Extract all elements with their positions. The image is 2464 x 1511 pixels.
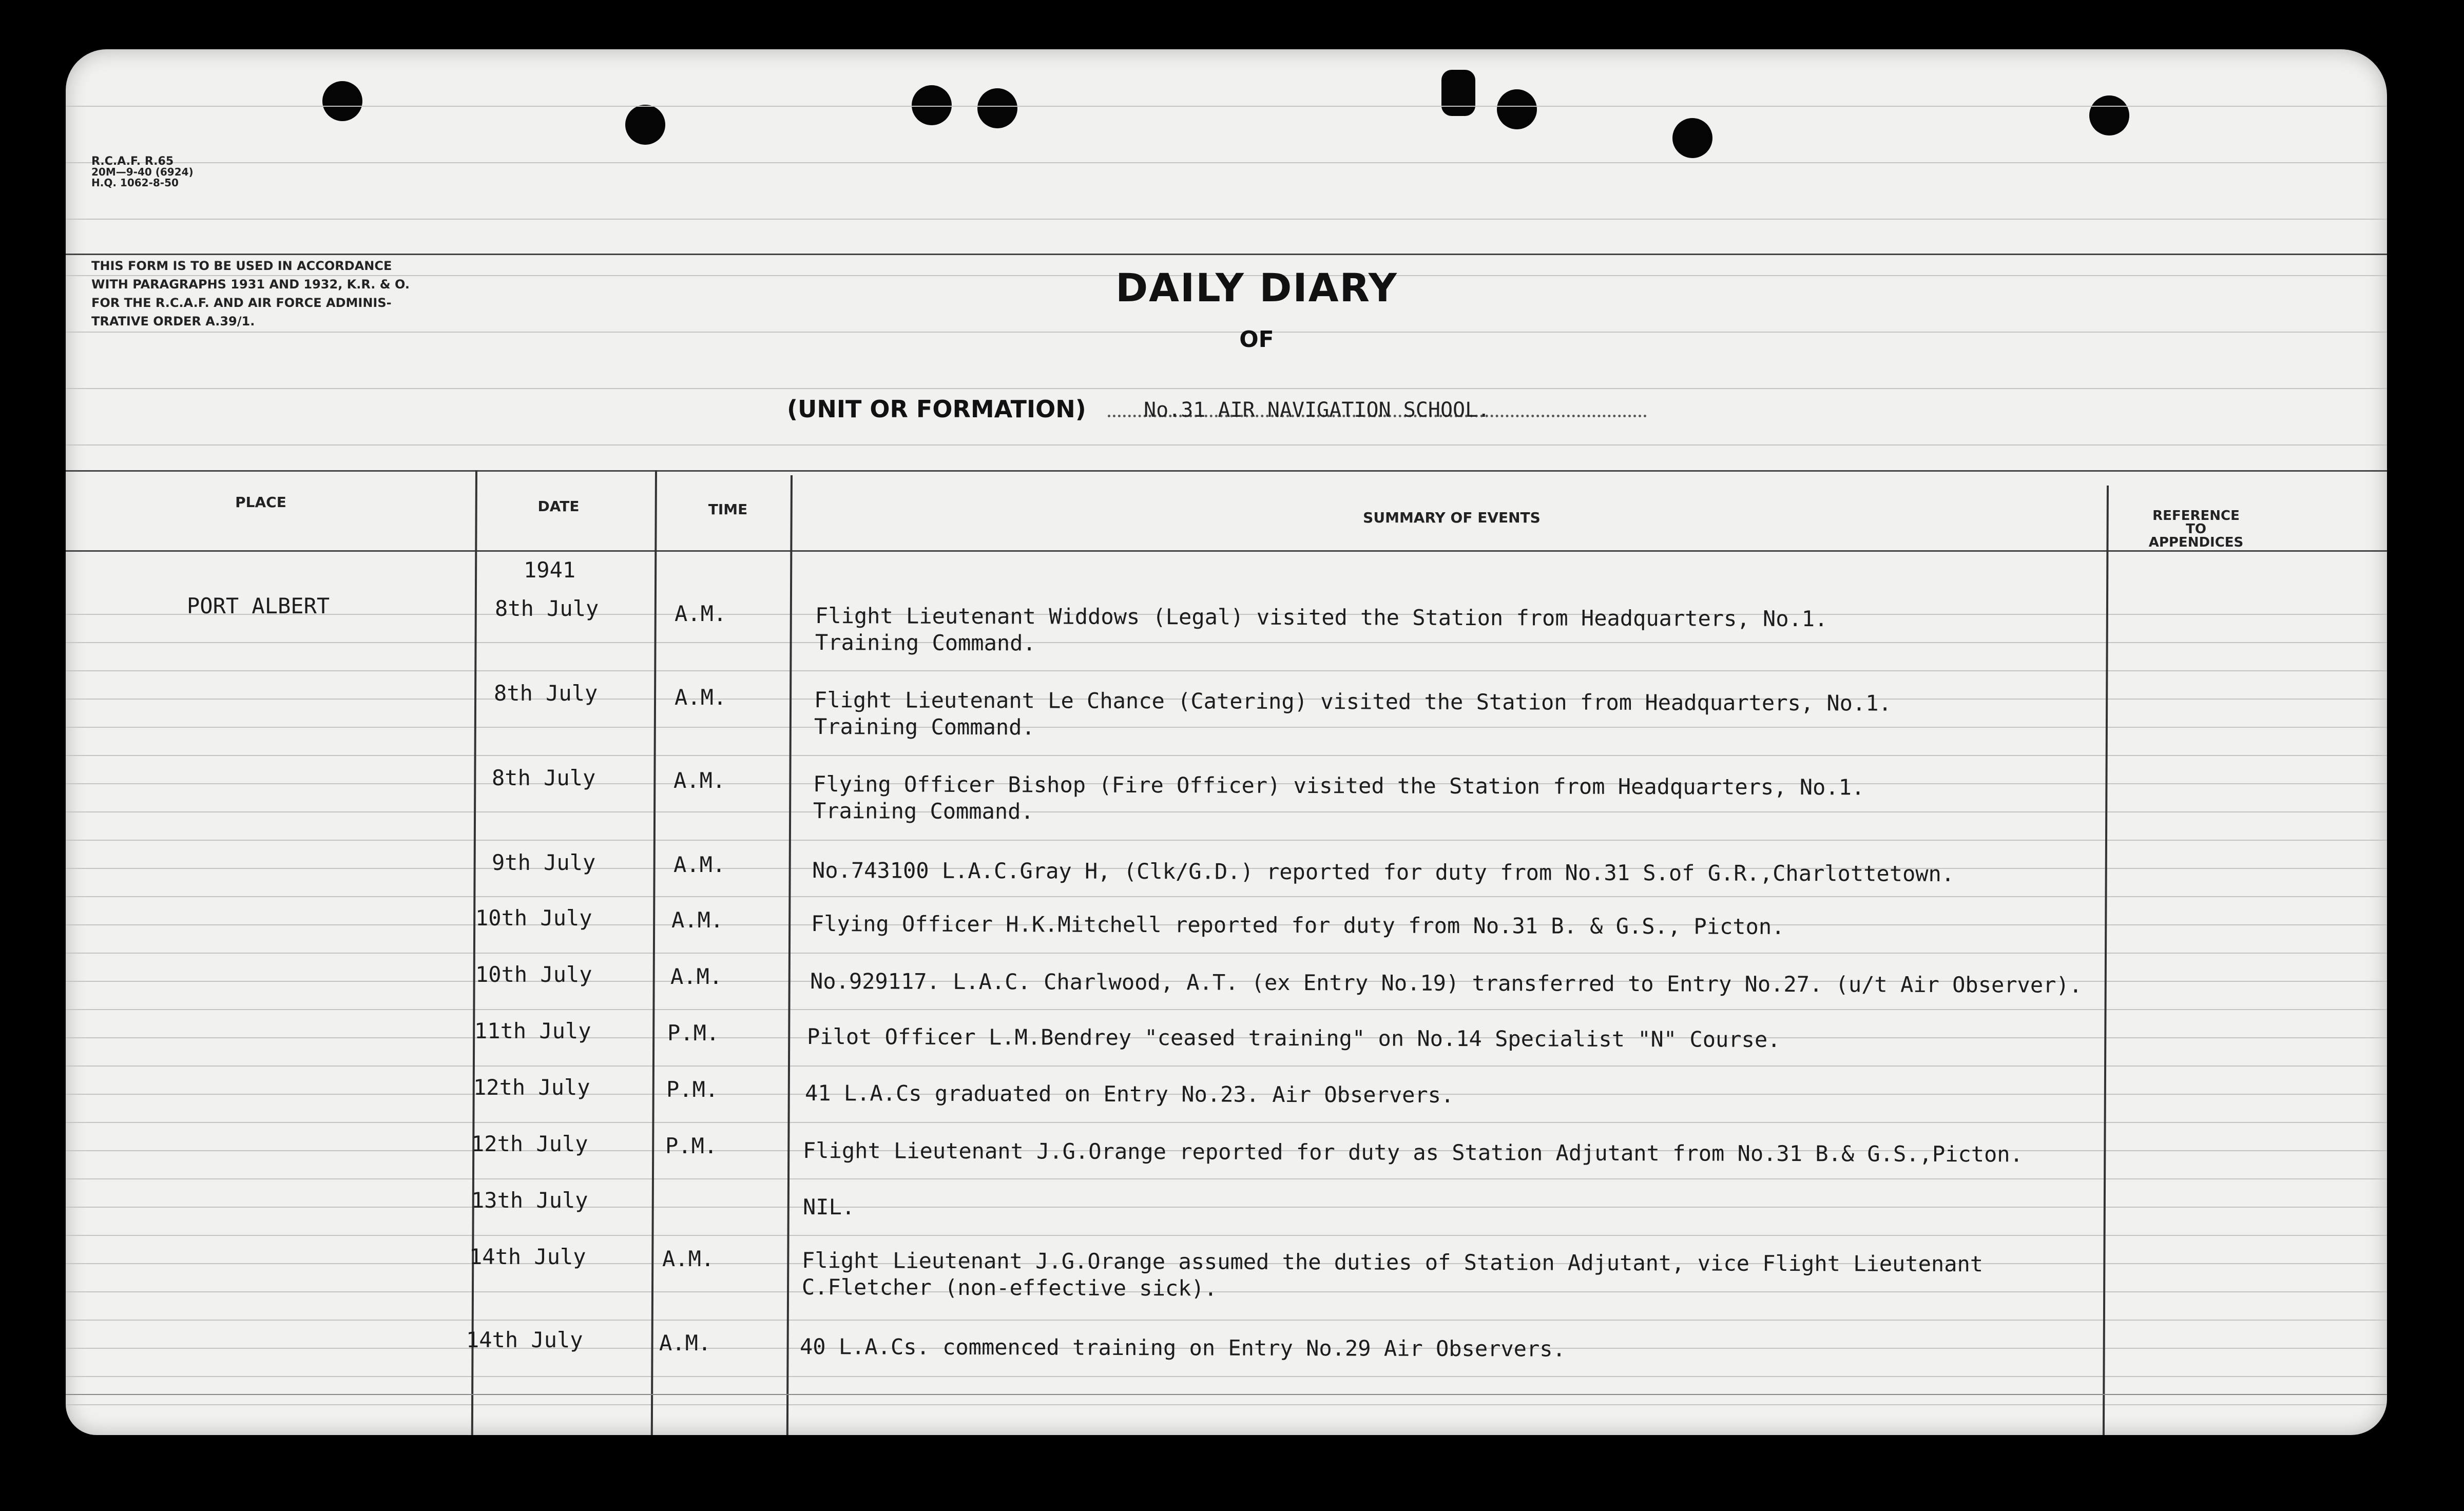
entry-summary: 40 L.A.Cs. commenced training on Entry No.29 Air Observers. bbox=[799, 1334, 1566, 1362]
punch-hole bbox=[2089, 95, 2129, 135]
column-divider bbox=[2103, 486, 2109, 1435]
unit-label: (UNIT OR FORMATION) bbox=[787, 395, 1086, 423]
entry-date: 8th July bbox=[494, 681, 598, 706]
entry-time: A.M. bbox=[673, 852, 726, 877]
entry-date: 8th July bbox=[492, 765, 596, 790]
year: 1941 bbox=[524, 557, 576, 583]
entry-summary: Flying Officer Bishop (Fire Officer) visited the Station from Headquarters, No.1. Training Command. bbox=[813, 771, 1865, 824]
entry-time: P.M. bbox=[666, 1077, 719, 1102]
form-code-line: H.Q. 1062-8-50 bbox=[91, 177, 179, 189]
title-of: OF bbox=[1239, 326, 1274, 353]
column-header-date: DATE bbox=[537, 498, 580, 515]
entry-date: 11th July bbox=[474, 1018, 591, 1043]
entry-date: 10th July bbox=[475, 905, 592, 931]
column-header-reference: REFERENCE TO APPENDICES bbox=[2148, 508, 2244, 550]
form-code-line: R.C.A.F. R.65 bbox=[91, 155, 174, 168]
punch-hole bbox=[912, 85, 952, 125]
column-header-summary: SUMMARY OF EVENTS bbox=[1363, 509, 1541, 526]
entry-date: 12th July bbox=[471, 1131, 588, 1156]
page-title: DAILY DIARY bbox=[1115, 265, 1398, 311]
header-bottom-rule bbox=[66, 550, 2387, 552]
diary-sheet bbox=[66, 49, 2387, 1435]
entry-time: A.M. bbox=[670, 964, 723, 989]
entry-time: A.M. bbox=[671, 907, 724, 933]
punch-hole bbox=[977, 88, 1017, 128]
entry-time: P.M. bbox=[667, 1020, 720, 1045]
column-header-time: TIME bbox=[708, 501, 748, 518]
punch-hole bbox=[1672, 118, 1712, 158]
entry-summary: Flight Lieutenant J.G.Orange assumed the duties of Station Adjutant, vice Flight Lieutenant C.Fletcher (non-effective sick). bbox=[801, 1248, 1984, 1301]
entry-summary: 41 L.A.Cs graduated on Entry No.23. Air Observers. bbox=[804, 1080, 1454, 1108]
form-code bbox=[91, 156, 194, 188]
entry-time: A.M. bbox=[673, 768, 726, 793]
punch-hole bbox=[322, 81, 362, 121]
entry-summary: NIL. bbox=[803, 1194, 855, 1219]
entry-date: 14th July bbox=[466, 1327, 583, 1352]
entry-summary: Flying Officer H.K.Mitchell reported for duty from No.31 B. & G.S., Picton. bbox=[811, 911, 1785, 939]
entry-date: 12th July bbox=[473, 1075, 590, 1100]
table-bottom-rule bbox=[66, 1394, 2387, 1395]
form-instructions: THIS FORM IS TO BE USED IN ACCORDANCE WITH PARAGRAPHS 1931 AND 1932, K.R. & O. FOR THE R.C.A.F. AND AIR FORCE ADMINIS- TRATIVE ORDER A.39/1. bbox=[91, 259, 410, 328]
table-top-rule bbox=[66, 470, 2387, 472]
column-header-place: PLACE bbox=[235, 494, 286, 511]
entry-time: A.M. bbox=[662, 1246, 715, 1271]
entry-summary: Flight Lieutenant Le Chance (Catering) visited the Station from Headquarters, No.1. Training Command. bbox=[814, 687, 1892, 740]
punch-hole bbox=[625, 105, 665, 145]
entry-date: 14th July bbox=[469, 1244, 586, 1269]
place: PORT ALBERT bbox=[187, 593, 330, 618]
entry-summary: Pilot Officer L.M.Bendrey "ceased training" on No.14 Specialist "N" Course. bbox=[806, 1024, 1781, 1052]
entry-date: 9th July bbox=[492, 850, 596, 875]
punch-hole bbox=[1441, 70, 1475, 116]
entry-summary: No.743100 L.A.C.Gray H, (Clk/G.D.) reported for duty from No.31 S.of G.R.,Charlottetown. bbox=[812, 858, 1955, 886]
form-code-line: 20M—9-40 (6924) bbox=[91, 166, 194, 178]
entry-summary: Flight Lieutenant J.G.Orange reported for duty as Station Adjutant from No.31 B.& G.S.,Picton. bbox=[802, 1138, 2023, 1167]
entry-date: 10th July bbox=[475, 962, 592, 987]
entry-time: A.M. bbox=[675, 685, 727, 710]
entry-time: A.M. bbox=[675, 601, 727, 626]
entry-summary: No.929117. L.A.C. Charlwood, A.T. (ex Entry No.19) transferred to Entry No.27. (u/t Air Observer). bbox=[810, 968, 2083, 998]
entry-date: 8th July bbox=[495, 596, 599, 621]
punch-hole bbox=[1497, 89, 1537, 129]
entry-date: 13th July bbox=[471, 1188, 588, 1213]
entry-time: P.M. bbox=[665, 1133, 718, 1158]
entry-time: A.M. bbox=[659, 1330, 711, 1355]
entry-summary: Flight Lieutenant Widdows (Legal) visited the Station from Headquarters, No.1. Training Command. bbox=[815, 603, 1828, 656]
unit-value: No.31 AIR NAVIGATION SCHOOL. bbox=[1144, 398, 1490, 422]
